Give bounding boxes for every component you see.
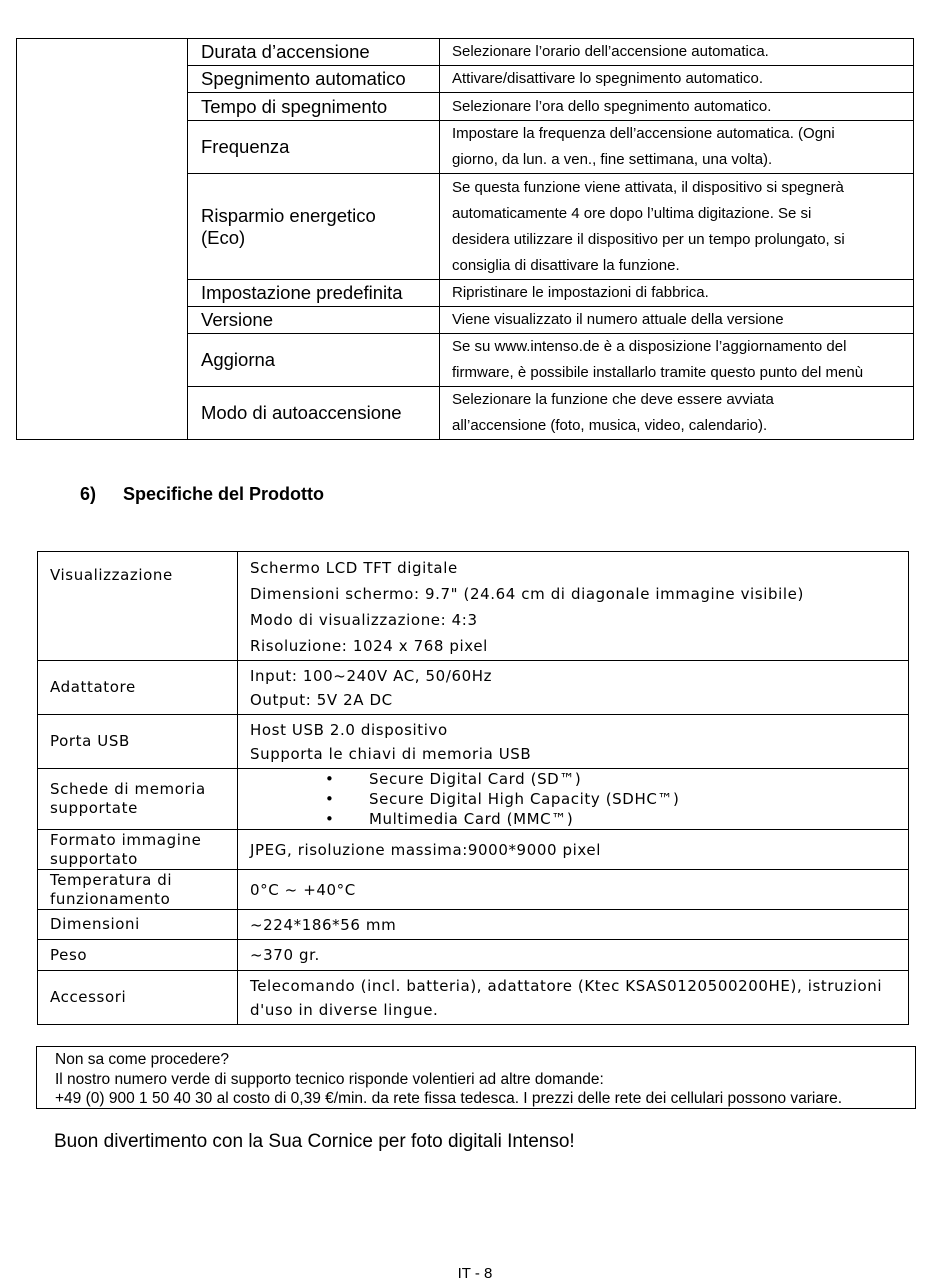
specs-table (37, 551, 909, 1025)
spec-value: ~370 gr. (238, 940, 909, 971)
spec-label: Accessori (38, 971, 238, 1025)
spec-value: Input: 100~240V AC, 50/60Hz Output: 5V 2A DC (238, 661, 909, 715)
section-title: Specifiche del Prodotto (123, 484, 325, 504)
setting-description: Selezionare la funzione che deve essere avviata all’accensione (foto, musica, video, calendario). (440, 387, 914, 440)
setting-name: Modo di autoaccensione (188, 387, 440, 440)
setting-description: Se questa funzione viene attivata, il dispositivo si spegnerà automaticamente 4 ore dopo l’ultima digitazione. Se si desidera utilizzare il dispositivo per un tempo prolungato, si consiglia di disattivare la funzione. (440, 174, 914, 280)
spec-label: Temperatura di funzionamento (38, 870, 238, 910)
setting-name: Aggiorna (188, 334, 440, 387)
spec-value: Schermo LCD TFT digitale Dimensioni schermo: 9.7" (24.64 cm di diagonale immagine visibile) Modo di visualizzazione: 4:3 Risoluzione: 1024 x 768 pixel (238, 552, 909, 661)
setting-description: Attivare/disattivare lo spegnimento automatico. (440, 66, 914, 93)
support-info: Il nostro numero verde di supporto tecnico risponde volentieri ad altre domande: (55, 1070, 604, 1088)
spec-row-weight (38, 940, 909, 971)
support-phone: +49 (0) 900 1 50 40 30 al costo di 0,39 €/min. da rete fissa tedesca. I prezzi delle rete dei cellulari possono variare. (55, 1090, 843, 1107)
settings-blank-column (17, 39, 188, 440)
spec-row-cards (38, 769, 909, 830)
setting-name: Tempo di spegnimento (188, 93, 440, 121)
spec-row-adapter (38, 661, 909, 715)
spec-row-display (38, 552, 909, 661)
setting-description: Se su www.intenso.de è a disposizione l’aggiornamento del firmware, è possibile installarlo tramite questo punto del menù (440, 334, 914, 387)
spec-value: Host USB 2.0 dispositivo Supporta le chiavi di memoria USB (238, 715, 909, 769)
setting-description: Impostare la frequenza dell’accensione automatica. (Ogni giorno, da lun. a ven., fine settimana, una volta). (440, 121, 914, 174)
spec-row-temperature (38, 870, 909, 910)
spec-value: ~224*186*56 mm (238, 910, 909, 940)
list-item: • Multimedia Card (MMC™) (250, 809, 896, 829)
list-item: • Secure Digital Card (SD™) (250, 769, 896, 789)
setting-name: Risparmio energetico (Eco) (188, 174, 440, 280)
setting-description: Selezionare l’ora dello spegnimento automatico. (440, 93, 914, 121)
spec-value: 0°C ~ +40°C (238, 870, 909, 910)
card-list (250, 769, 896, 829)
section-number: 6) (80, 484, 97, 504)
spec-label: Visualizzazione (38, 552, 238, 661)
setting-name: Impostazione predefinita (188, 280, 440, 307)
setting-name: Durata d’accensione (188, 39, 440, 66)
section-heading (80, 484, 324, 505)
spec-row-dimensions (38, 910, 909, 940)
spec-value (238, 769, 909, 830)
page-number: IT - 8 (457, 1265, 493, 1282)
spec-label: Formato immagine supportato (38, 830, 238, 870)
list-item: • Secure Digital High Capacity (SDHC™) (250, 789, 896, 809)
spec-row-accessories (38, 971, 909, 1025)
setting-name: Frequenza (188, 121, 440, 174)
spec-value: Telecomando (incl. batteria), adattatore (Ktec KSAS0120500200HE), istruzioni d'uso in diverse lingue. (238, 971, 909, 1025)
setting-name: Versione (188, 307, 440, 334)
spec-label: Porta USB (38, 715, 238, 769)
spec-label: Adattatore (38, 661, 238, 715)
spec-label: Schede di memoria supportate (38, 769, 238, 830)
closing-line: Buon divertimento con la Sua Cornice per foto digitali Intenso! (54, 1131, 575, 1152)
support-box (36, 1046, 916, 1109)
spec-row-image-format (38, 830, 909, 870)
setting-name: Spegnimento automatico (188, 66, 440, 93)
support-question: Non sa come procedere? (55, 1051, 230, 1068)
spec-value: JPEG, risoluzione massima:9000*9000 pixel (238, 830, 909, 870)
setting-description: Ripristinare le impostazioni di fabbrica. (440, 280, 914, 307)
settings-table (16, 38, 914, 440)
spec-label: Peso (38, 940, 238, 971)
spec-row-usb (38, 715, 909, 769)
settings-row (17, 39, 914, 66)
setting-description: Viene visualizzato il numero attuale della versione (440, 307, 914, 334)
spec-label: Dimensioni (38, 910, 238, 940)
setting-description: Selezionare l’orario dell’accensione automatica. (440, 39, 914, 66)
